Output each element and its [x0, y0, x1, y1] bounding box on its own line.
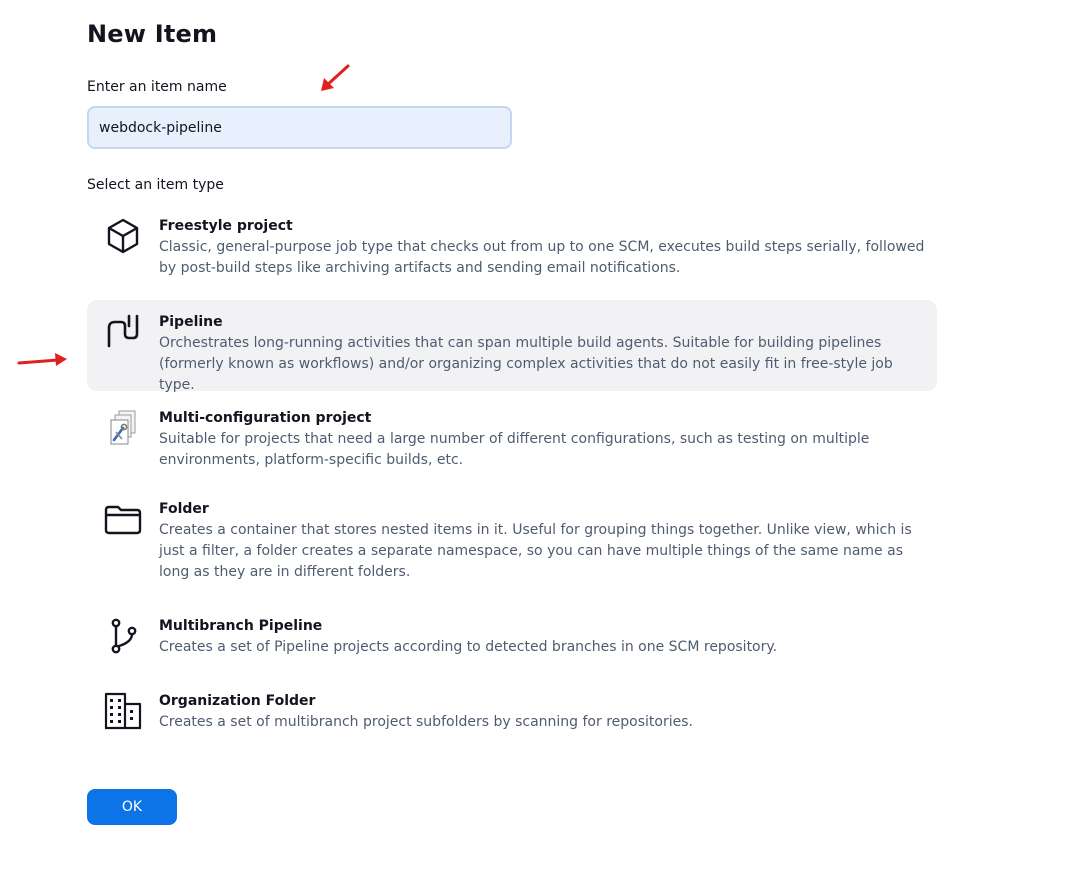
item-name-input[interactable]: [87, 106, 512, 149]
item-description: Creates a set of Pipeline projects according to detected branches in one SCM repository.: [159, 639, 778, 655]
annotation-arrow-icon: [16, 350, 70, 370]
building-icon: [103, 691, 143, 731]
item-description: Classic, general-purpose job type that checks out from up to one SCM, executes build steps serially, followed by post-build steps like archiving artifacts and sending email notifications.: [159, 239, 925, 276]
item-type-pipeline[interactable]: [87, 300, 937, 391]
item-title: Organization Folder: [159, 693, 316, 709]
item-title: Multi-configuration project: [159, 410, 372, 426]
freestyle-cube-icon: [103, 216, 143, 256]
ok-button[interactable]: OK: [87, 789, 177, 825]
folder-icon: [103, 499, 143, 539]
item-type-multibranch-pipeline[interactable]: [87, 610, 937, 670]
pipeline-icon: [103, 312, 143, 352]
item-name-label: Enter an item name: [87, 79, 227, 95]
item-type-multi-configuration[interactable]: [87, 402, 937, 478]
item-description: Creates a set of multibranch project subfolders by scanning for repositories.: [159, 714, 693, 730]
page-title: New Item: [87, 20, 218, 48]
item-type-freestyle[interactable]: [87, 210, 937, 288]
item-type-organization-folder[interactable]: [87, 685, 937, 745]
item-type-label: Select an item type: [87, 177, 224, 193]
item-title: Multibranch Pipeline: [159, 618, 323, 634]
item-description: Suitable for projects that need a large number of different configurations, such as testing on multiple environments, platform-specific builds, etc.: [159, 431, 870, 468]
item-type-folder[interactable]: [87, 493, 937, 589]
item-title: Freestyle project: [159, 218, 293, 234]
item-title: Pipeline: [159, 314, 223, 330]
multi-config-icon: [103, 408, 143, 448]
item-description: Creates a container that stores nested items in it. Useful for grouping things together. Unlike view, which is just a filter, a folder creates a separate namespace, so you can have multiple things of the same name as long as they are in different folders.: [159, 522, 912, 580]
branch-icon: [103, 616, 143, 656]
item-description: Orchestrates long-running activities that can span multiple build agents. Suitable for building pipelines (formerly known as workflows) and/or organizing complex activities that do not easily fit in free-style job type.: [159, 335, 893, 393]
item-title: Folder: [159, 501, 209, 517]
annotation-arrow-icon: [316, 62, 352, 94]
